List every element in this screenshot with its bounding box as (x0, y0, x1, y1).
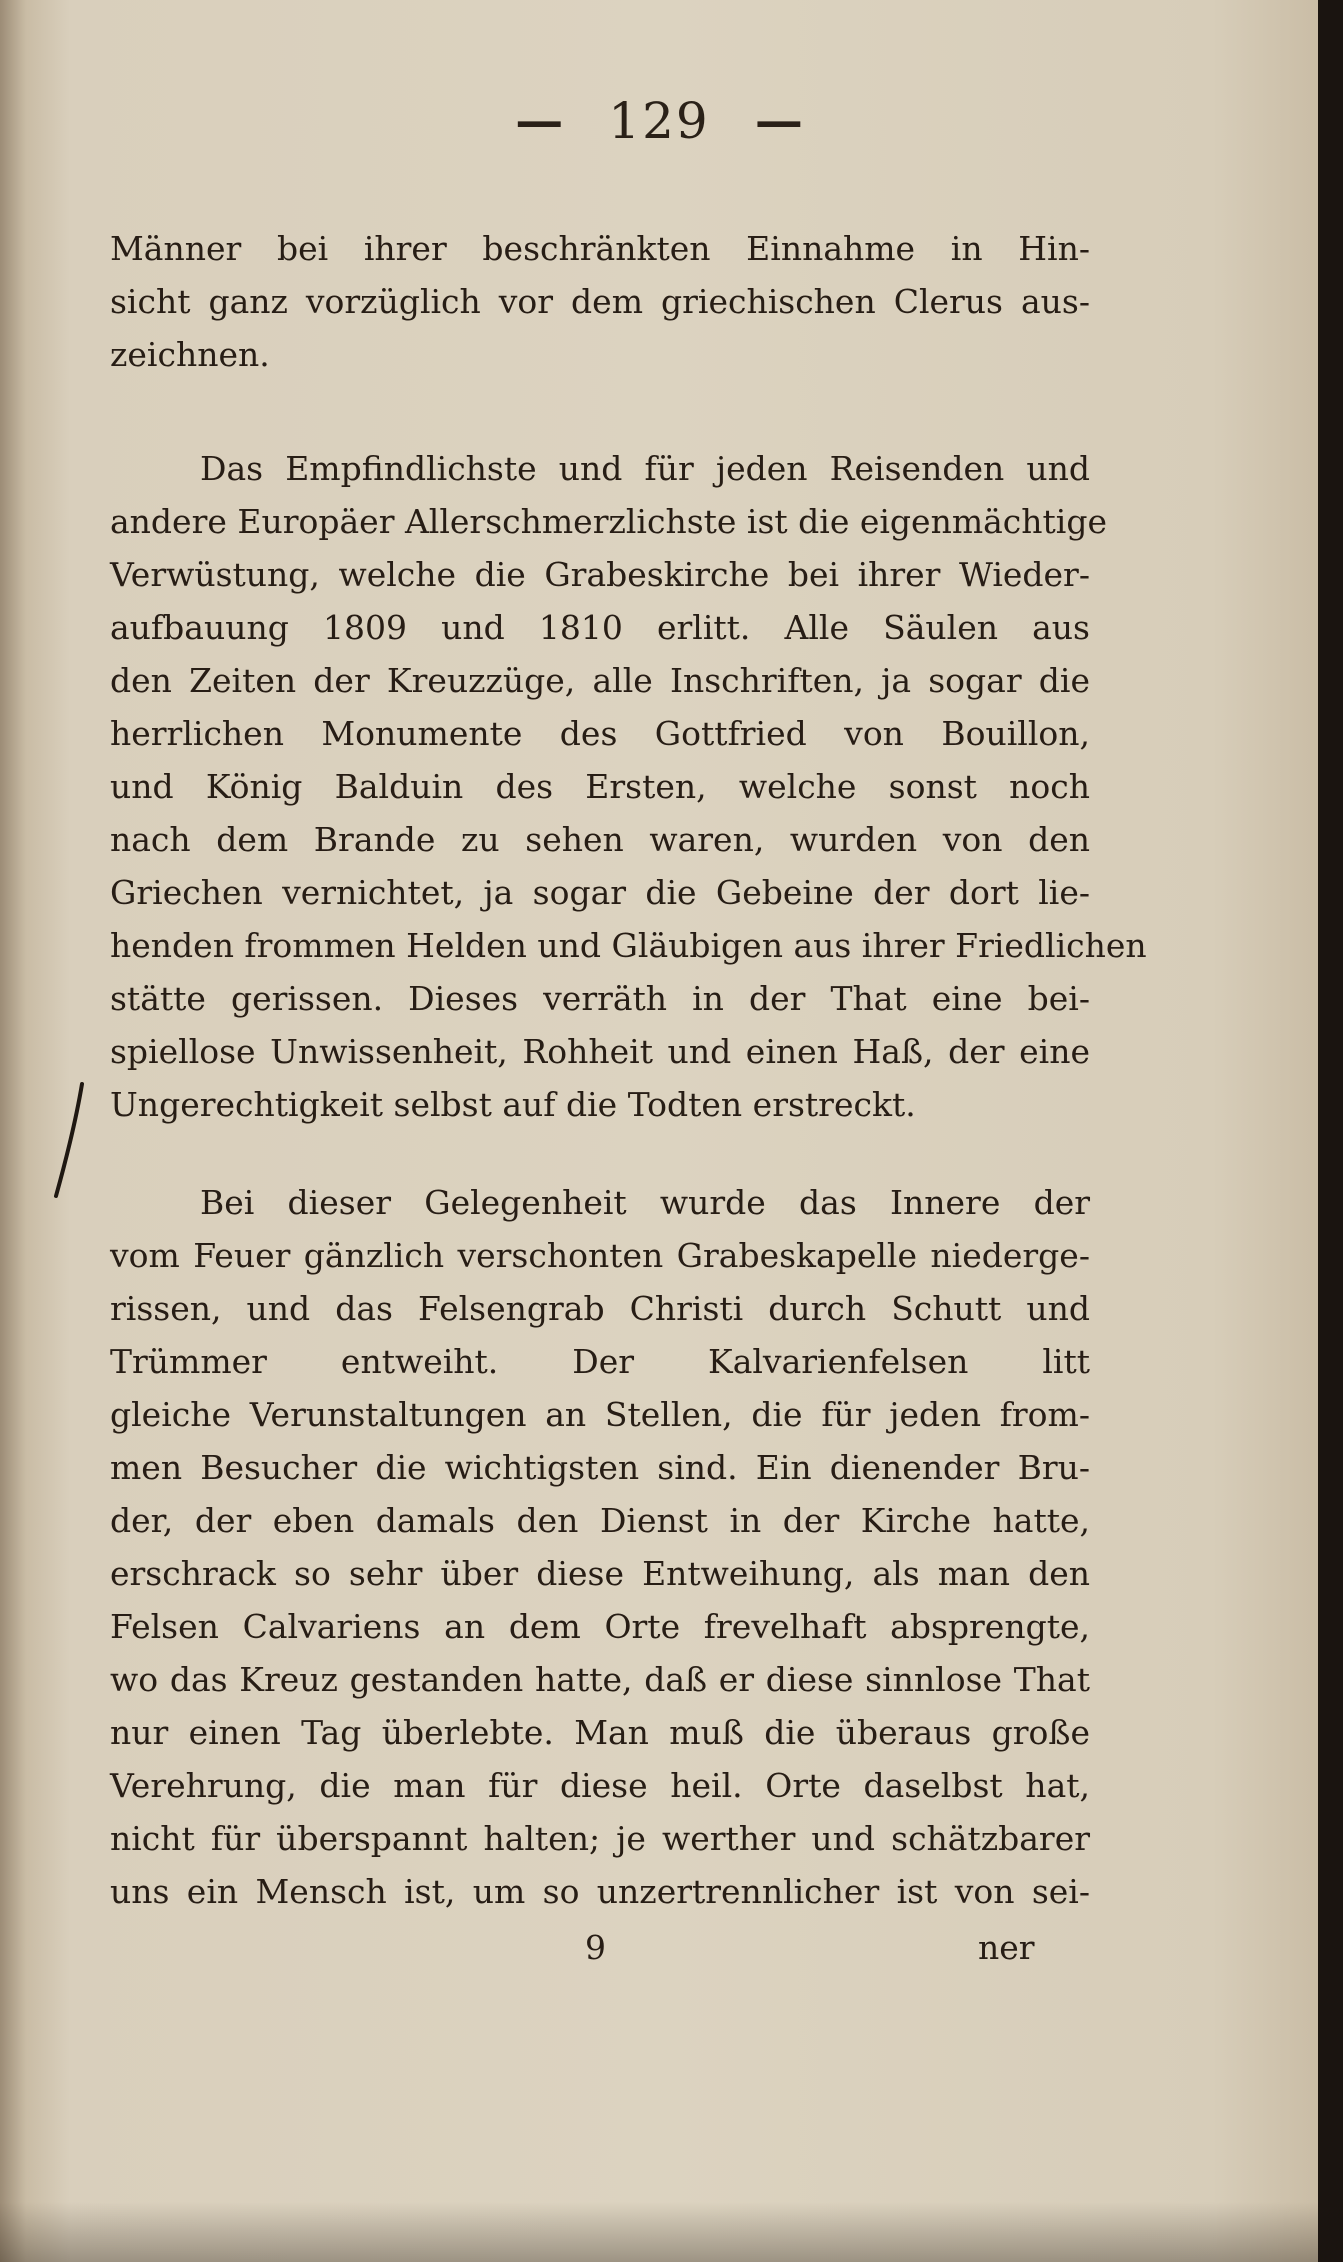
text-line: Männer bei ihrer beschränkten Einnahme in Hin- (110, 229, 1090, 268)
text-line: den Zeiten der Kreuzzüge, alle Inschriften, ja sogar die (110, 661, 1090, 700)
text-line: Griechen vernichtet, ja sogar die Gebeine der dort lie- (110, 873, 1090, 912)
signature-mark: 9 (585, 1928, 606, 1967)
header-dash-left: — (515, 93, 564, 149)
pencil-mark-icon (48, 1080, 88, 1200)
text-line: Felsen Calvariens an dem Orte frevelhaft absprengte, (110, 1607, 1090, 1646)
catchword: ner (978, 1928, 1035, 1967)
text-line: stätte gerissen. Dieses verräth in der That eine bei- (110, 979, 1090, 1018)
page-shadow (0, 2202, 1318, 2262)
page-footer (0, 1928, 1318, 1988)
text-line: und König Balduin des Ersten, welche sonst noch (110, 767, 1090, 806)
text-line: gleiche Verunstaltungen an Stellen, die für jeden from- (110, 1395, 1090, 1434)
paragraph-3 (110, 1176, 1090, 1918)
page-header (0, 92, 1318, 172)
text-line: henden frommen Helden und Gläubigen aus ihrer Friedlichen (110, 926, 1147, 965)
text-line: nach dem Brande zu sehen waren, wurden von den (110, 820, 1090, 859)
text-line: nur einen Tag überlebte. Man muß die überaus große (110, 1713, 1090, 1752)
text-line: wo das Kreuz gestanden hatte, daß er diese sinnlose That (110, 1660, 1090, 1699)
text-line: nicht für überspannt halten; je werther und schätzbarer (110, 1819, 1090, 1858)
paragraph-1 (110, 222, 1090, 381)
text-line: sicht ganz vorzüglich vor dem griechischen Clerus aus- (110, 282, 1090, 321)
text-line: Das Empfindlichste und für jeden Reisenden und (200, 449, 1090, 488)
text-line: Verwüstung, welche die Grabeskirche bei ihrer Wieder- (110, 555, 1090, 594)
text-line: vom Feuer gänzlich verschonten Grabeskapelle niederge- (110, 1236, 1090, 1275)
text-line: Verehrung, die man für diese heil. Orte daselbst hat, (110, 1766, 1090, 1805)
text-line: spiellose Unwissenheit, Rohheit und einen Haß, der eine (110, 1032, 1090, 1071)
page-number: 129 (608, 92, 710, 150)
text-line: uns ein Mensch ist, um so unzertrennlicher ist von sei- (110, 1872, 1090, 1911)
header-dash-right: — (754, 93, 803, 149)
text-line: aufbauung 1809 und 1810 erlitt. Alle Säulen aus (110, 608, 1090, 647)
text-line: herrlichen Monumente des Gottfried von Bouillon, (110, 714, 1090, 753)
text-line: zeichnen. (110, 335, 270, 374)
text-line: Trümmer entweiht. Der Kalvarienfelsen litt (110, 1342, 1090, 1381)
text-line: Bei dieser Gelegenheit wurde das Innere der (200, 1183, 1090, 1222)
text-line: der, der eben damals den Dienst in der Kirche hatte, (110, 1501, 1090, 1540)
text-line: men Besucher die wichtigsten sind. Ein dienender Bru- (110, 1448, 1090, 1487)
text-line: rissen, und das Felsengrab Christi durch Schutt und (110, 1289, 1090, 1328)
text-line: andere Europäer Allerschmerzlichste ist die eigenmächtige (110, 502, 1108, 541)
text-line: Ungerechtigkeit selbst auf die Todten erstreckt. (110, 1085, 916, 1124)
paragraph-2 (110, 442, 1147, 1131)
text-line: erschrack so sehr über diese Entweihung, als man den (110, 1554, 1090, 1593)
